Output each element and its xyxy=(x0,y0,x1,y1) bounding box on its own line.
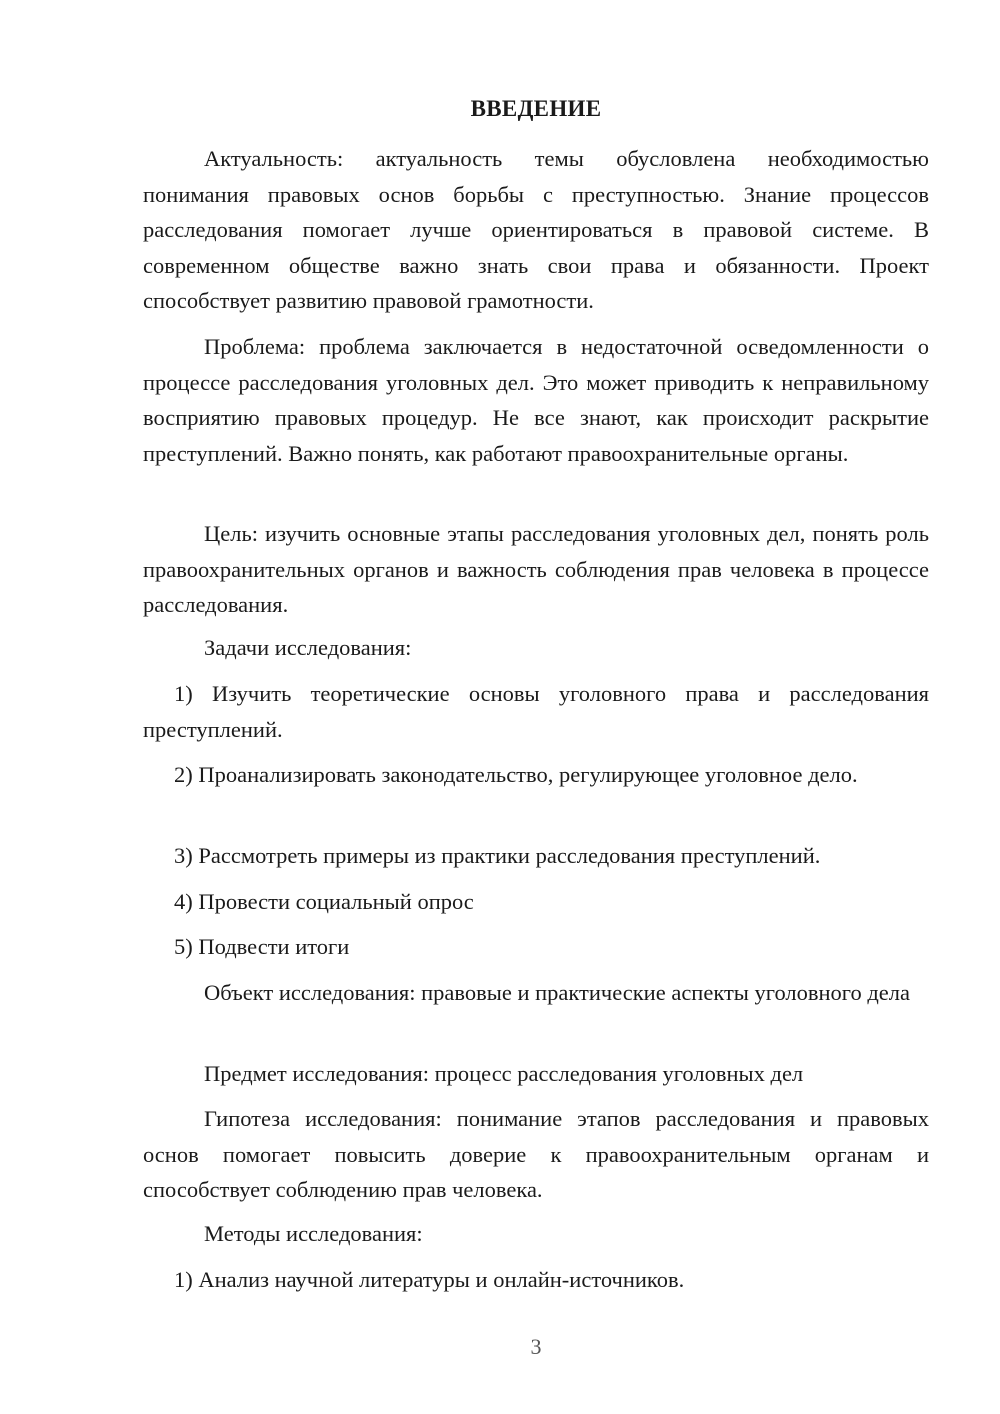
paragraph-tasks-heading: Задачи исследования: xyxy=(204,635,412,660)
paragraph-subject: Предмет исследования: процесс расследования уголовных дел xyxy=(204,1061,804,1086)
paragraph-relevance: Актуальность: актуальность темы обусловлена необходимостью понимания правовых основ борьбы с преступностью. Знание процессов расследования помогает лучше ориентироваться в правовой системе. В современном обществе важно знать свои права и обязанности. Проект способствует развитию правовой грамотности. xyxy=(143,146,929,313)
paragraph-problem: Проблема: проблема заключается в недостаточной осведомленности о процессе расследования уголовных дел. Это может приводить к неправильному восприятию правовых процедур. Не все знают, как происходит раскрытие преступлений. Важно понять, как работают правоохранительные органы. xyxy=(143,334,929,466)
page-number: 3 xyxy=(530,1334,542,1359)
list-item-task-2: 2) Проанализировать законодательство, регулирующее уголовное дело. xyxy=(174,762,858,787)
paragraph-methods-heading: Методы исследования: xyxy=(204,1221,423,1246)
paragraph-object: Объект исследования: правовые и практические аспекты уголовного дела xyxy=(204,980,911,1005)
paragraph-goal: Цель: изучить основные этапы расследования уголовных дел, понять роль правоохранительных органов и важность соблюдения прав человека в процессе расследования. xyxy=(143,521,929,617)
list-item-task-4: 4) Провести социальный опрос xyxy=(174,889,474,914)
list-item-method-1: 1) Анализ научной литературы и онлайн-источников. xyxy=(174,1267,685,1292)
paragraph-hypothesis: Гипотеза исследования: понимание этапов расследования и правовых основ помогает повысить доверие к правоохранительным органам и способствует соблюдению прав человека. xyxy=(143,1106,929,1202)
list-item-task-5: 5) Подвести итоги xyxy=(174,934,350,959)
list-item-task-3: 3) Рассмотреть примеры из практики расследования преступлений. xyxy=(174,843,821,868)
section-heading: ВВЕДЕНИЕ xyxy=(470,96,602,121)
list-item-task-1: 1) Изучить теоретические основы уголовного права и расследования преступлений. xyxy=(143,681,929,742)
